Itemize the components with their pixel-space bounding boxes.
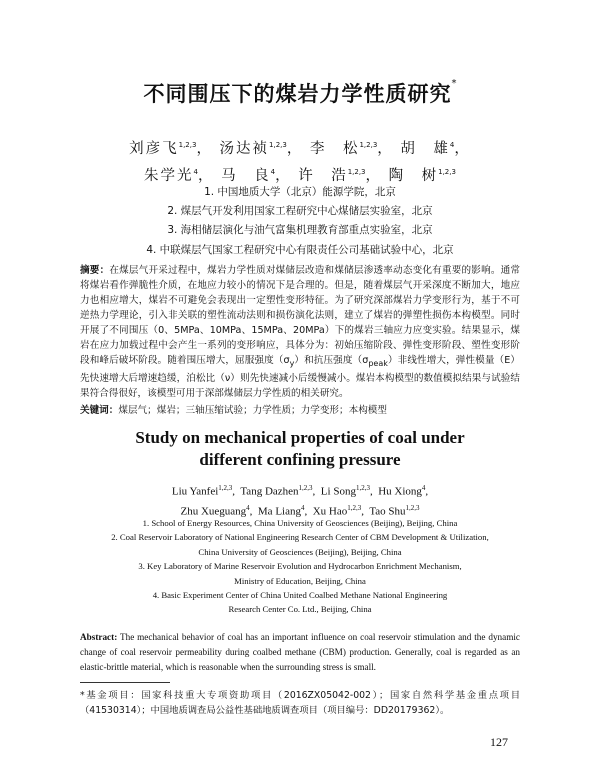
abstract-en-label: Abstract: xyxy=(80,632,118,642)
author-zh: 胡 雄 xyxy=(400,140,450,157)
author-zh: 陶 树 xyxy=(388,167,439,184)
author-zh-affil: 1,2,3 xyxy=(359,141,378,149)
author-en-affil: 1,2,3 xyxy=(218,484,233,492)
affiliation-en: 2. Coal Reservoir Laboratory of National Engineering Research Center of CBM Development & Utilization, xyxy=(111,532,489,543)
abstract-zh-text-a: 在煤层气开采过程中，煤岩力学性质对煤储层改造和煤储层渗透率动态变化有重要的影响。通常将煤岩看作弹脆性介质，在地应力较小的情况下是合理的。但是，随着煤层气开采深度不断加大，地应力也相应增大，煤岩不可避免会表现出一定塑性变形特征。为了研究深部煤岩力学变形行为，基于不可逆热力学理论，引入非关联的塑性流动法则和损伤演化法则，建立了煤岩的弹塑性损伤本构模型。同时开展了不同围压（0、5MPa、10MPa、15MPa、20MPa）下的煤岩三轴应力应变实验。结果显示，煤岩在应力加载过程中会产生一系列的变形响应，具体分为：初始压缩阶段、弹性变形阶段、塑性变形阶段和峰后破坏阶段。随着围压增大，屈服强度（σ xyxy=(80,265,521,366)
title-en-line-2: different confining pressure xyxy=(199,450,401,469)
author-zh-affil: 1,2,3 xyxy=(438,167,456,176)
abstract-zh-text-b: ）和抗压强度（σ xyxy=(294,355,369,366)
author-zh-affil: 1,2,3 xyxy=(269,141,287,149)
author-en-affil: 4 xyxy=(246,503,250,512)
affiliation-zh: 2. 煤层气开发利用国家工程研究中心煤储层实验室，北京 xyxy=(167,205,433,218)
authors-en-line-2: Zhu Xueguang$^4$, Ma Liang$^4$, Xu Hao$^{1,2,3}$, Tao Shu$^{1,2,3}$ xyxy=(180,503,420,518)
author-zh-affil: 4 xyxy=(193,167,199,176)
author-en-affil: 4 xyxy=(421,484,426,492)
page-number: 127 xyxy=(490,735,508,749)
abstract-en-text: The mechanical behavior of coal has an important influence on coal reservoir stimulation and the dynamic change of coal reservoir permeability during coalbed methane (CBM) production. Generally, coal is regarded as an elastic-brittle material, which is reasonable when the surrounding stress is small. xyxy=(80,632,520,672)
author-zh: 李 松 xyxy=(309,140,360,157)
author-zh: 朱学光 xyxy=(144,167,194,184)
author-zh: 刘彦飞 xyxy=(129,140,179,157)
author-zh: 马 良 xyxy=(221,167,271,184)
author-zh: 汤达祯 xyxy=(219,140,270,157)
sigma-peak-subscript: peak xyxy=(368,358,388,368)
title-en xyxy=(0,427,600,471)
abstract-en xyxy=(80,630,520,675)
author-en-affil: 1,2,3 xyxy=(405,503,420,512)
affiliation-en: 1. School of Energy Resources, China University of Geosciences (Beijing), Beijing, China xyxy=(142,518,458,528)
author-en: Tang Dazhen xyxy=(240,485,299,498)
author-en: Hu Xiong xyxy=(378,485,422,498)
affiliation-en: Ministry of Education, Beijing, China xyxy=(234,575,366,586)
sigma-y-subscript: y xyxy=(289,358,295,368)
affiliation-zh: 1. 中国地质大学（北京）能源学院，北京 xyxy=(204,186,396,198)
authors-zh xyxy=(0,134,600,188)
author-en: Liu Yanfei xyxy=(171,485,219,498)
author-en: Tao Shu xyxy=(369,505,406,518)
abstract-zh-label: 摘要： xyxy=(80,265,110,276)
affiliations-en xyxy=(0,516,600,617)
author-en-affil: 1,2,3 xyxy=(355,484,370,492)
author-en: Zhu Xueguang xyxy=(180,505,247,518)
authors-zh-line-1: 刘彦飞$^{1,2,3}$， 汤达祯$^{1,2,3}$， 李 松$^{1,2,3}$， 胡 雄$^4$， xyxy=(129,140,471,157)
footnote: *基金项目：国家科技重大专项资助项目（2016ZX05042-002）；国家自然科学基金重点项目（41530314）；中国地质调查局公益性基础地质调查项目（项目编号：DD20179362）。 xyxy=(80,690,520,716)
title-footnote-mark: * xyxy=(451,78,457,89)
author-en: Li Song xyxy=(320,485,356,498)
author-en-affil: 1,2,3 xyxy=(347,503,362,512)
affiliation-zh: 4. 中联煤层气国家工程研究中心有限责任公司基础试验中心，北京 xyxy=(146,243,454,256)
keywords-zh xyxy=(80,403,520,418)
author-zh: 许 浩 xyxy=(298,167,348,184)
affiliation-en: 4. Basic Experiment Center of China United Coalbed Methane National Engineering xyxy=(152,590,448,601)
author-zh-affil: 1,2,3 xyxy=(178,141,197,149)
author-en-affil: 1,2,3 xyxy=(298,484,313,492)
authors-en xyxy=(0,480,600,519)
author-zh-affil: 4 xyxy=(270,167,276,176)
affiliation-en: China University of Geosciences (Beijing), Beijing, China xyxy=(198,546,402,557)
footnote-rule xyxy=(80,682,170,683)
title-zh-text: 不同围压下的煤岩力学性质研究 xyxy=(143,82,452,106)
author-en: Ma Liang xyxy=(257,505,301,518)
authors-zh-line-2: 朱学光$^4$， 马 良$^4$， 许 浩$^{1,2,3}$， 陶 树$^{1,2,3}$ xyxy=(144,167,456,184)
affiliation-en: 3. Key Laboratory of Marine Reservoir Evolution and Hydrocarbon Enrichment Mechanism, xyxy=(138,561,462,572)
author-en-affil: 4 xyxy=(300,503,305,512)
abstract-zh xyxy=(80,263,520,401)
affiliation-en: Research Center Co. Ltd., Beijing, China xyxy=(228,604,372,615)
keywords-zh-text: 煤层气；煤岩；三轴压缩试验；力学性质；力学变形；本构模型 xyxy=(118,405,387,416)
author-zh-affil: 4 xyxy=(449,141,455,149)
author-zh-affil: 1,2,3 xyxy=(347,167,366,176)
title-zh xyxy=(0,78,600,108)
author-en: Xu Hao xyxy=(312,505,348,518)
abstract-zh-text-c: ）非线性增大，弹性模量（E）先快速增大后增速趋缓，泊松比（ν）则先快速减小后缓慢减小。煤岩本构模型的数值模拟结果与试验结果符合得很好，该模型可用于深部煤储层力学性质的相关研究。 xyxy=(80,355,520,399)
authors-en-line-1: Liu Yanfei$^{1,2,3}$, Tang Dazhen$^{1,2,3}$, Li Song$^{1,2,3}$, Hu Xiong$^4$, xyxy=(171,484,429,498)
title-en-line-1: Study on mechanical properties of coal under xyxy=(135,428,465,447)
keywords-zh-label: 关键词： xyxy=(80,405,119,416)
affiliation-zh: 3. 海相储层演化与油气富集机理教育部重点实验室，北京 xyxy=(167,224,433,237)
affiliations-zh xyxy=(0,183,600,260)
